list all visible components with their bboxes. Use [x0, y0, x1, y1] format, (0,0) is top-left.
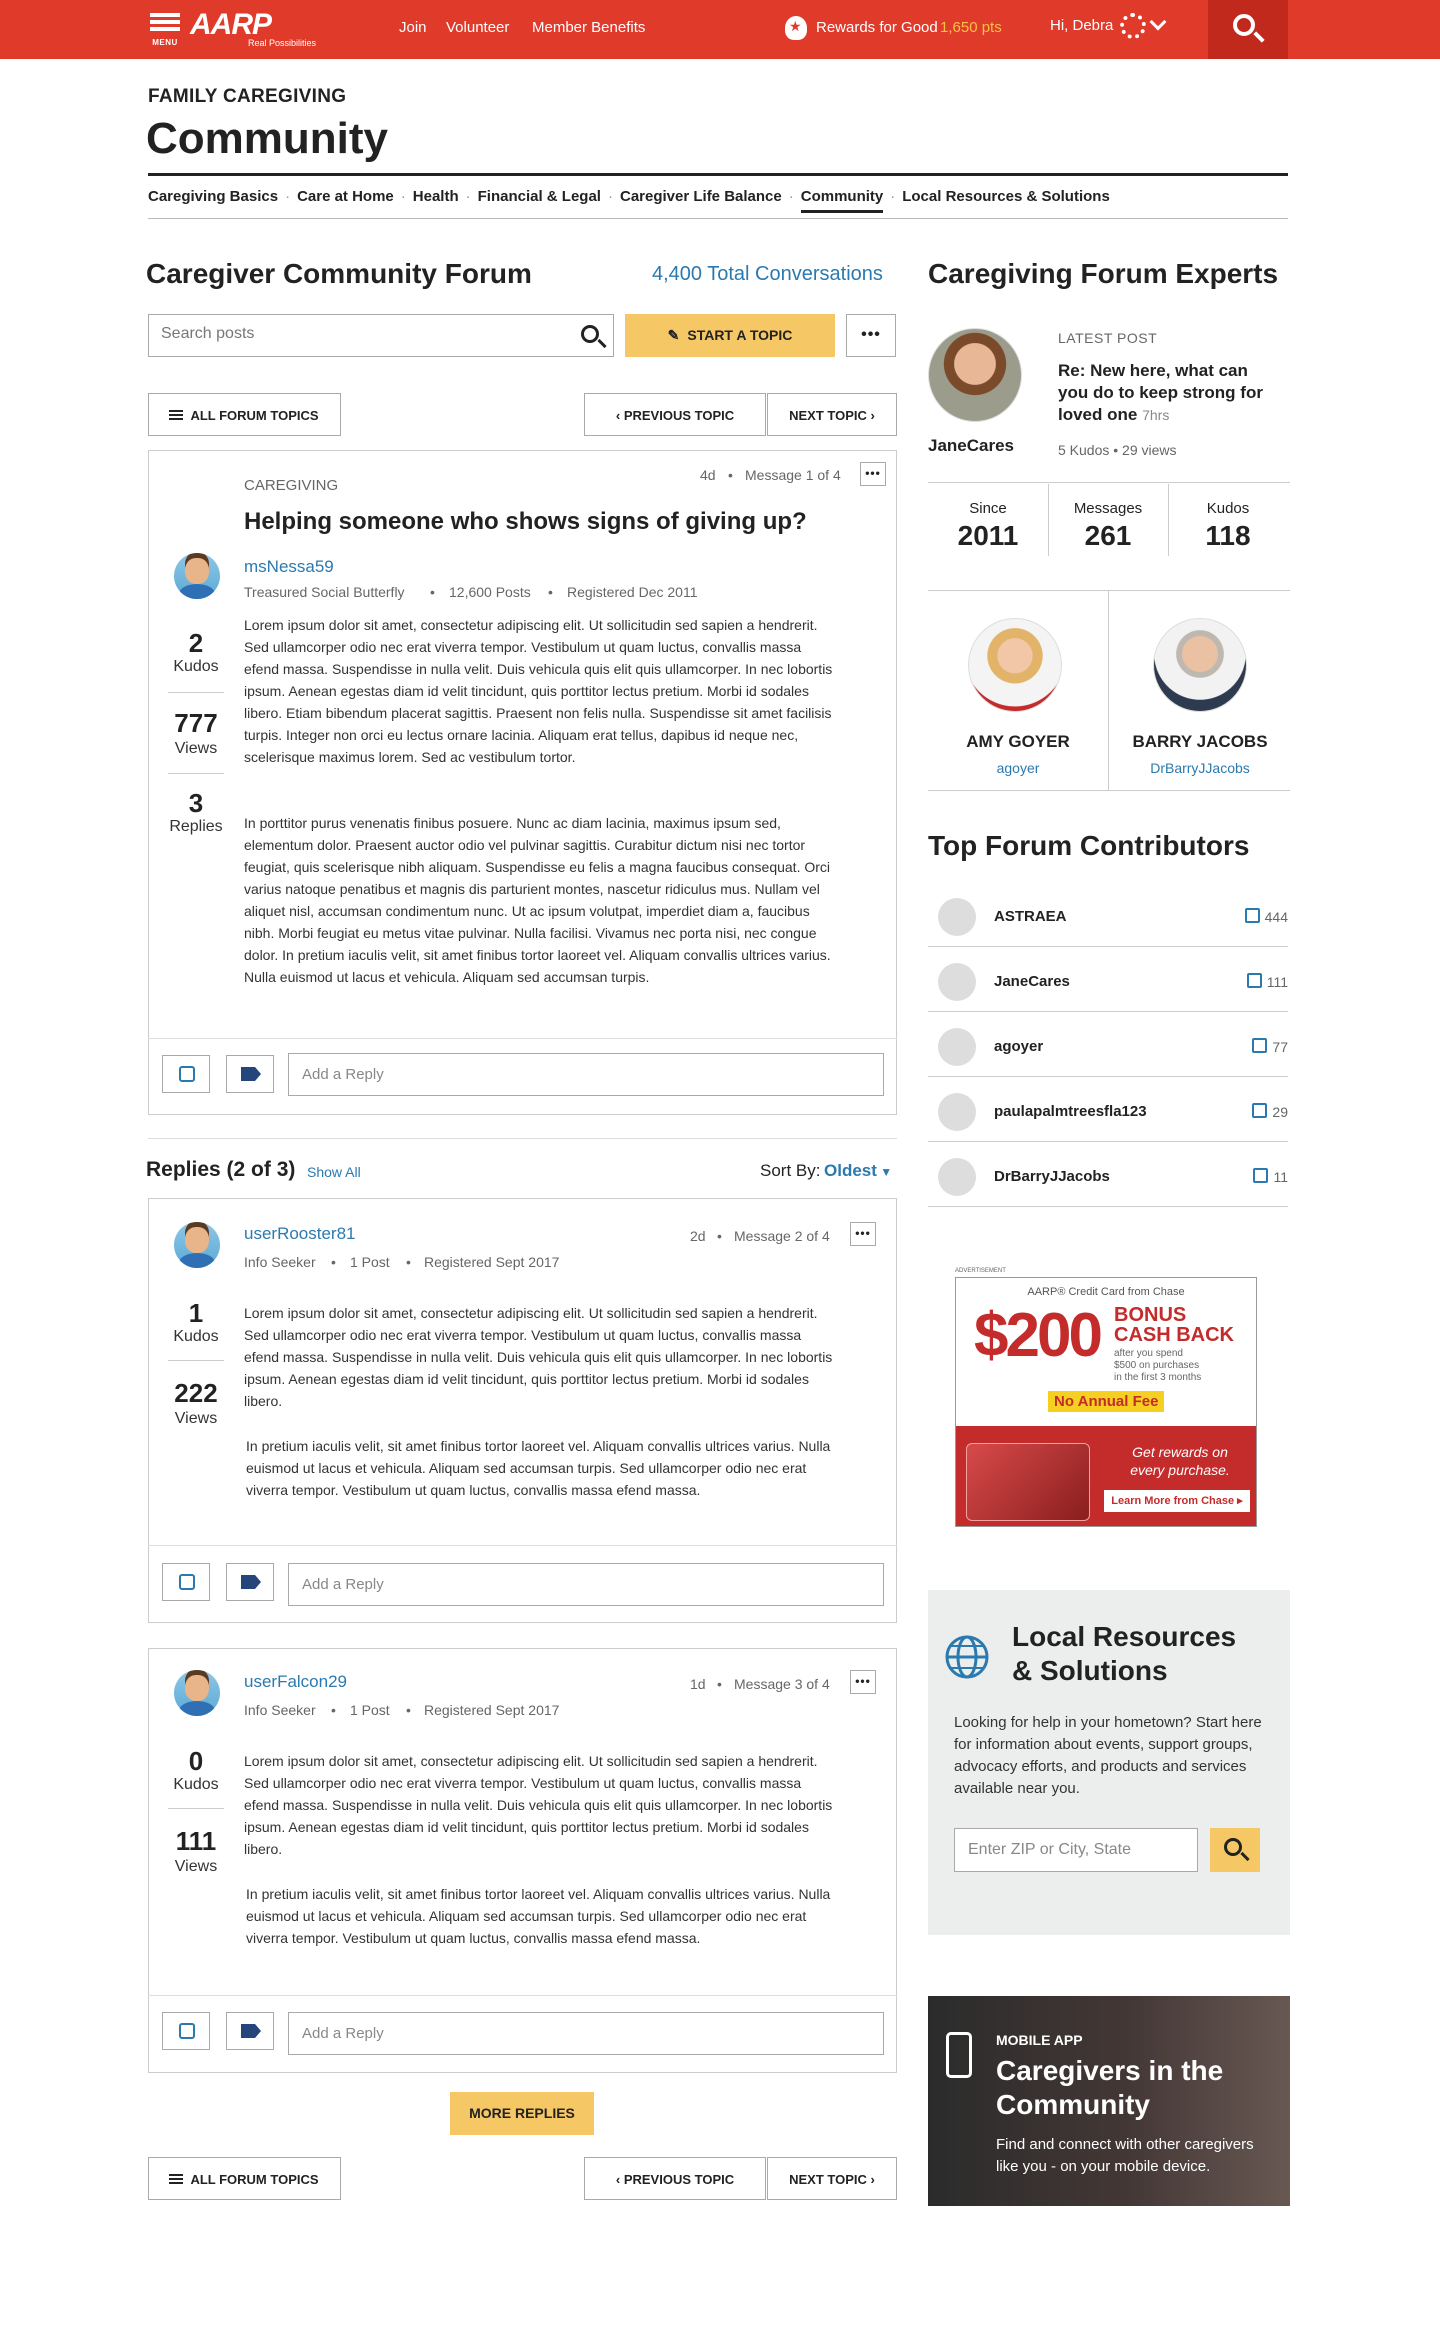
user-avatar[interactable]	[174, 553, 220, 599]
aarp-logo[interactable]: AARP	[190, 8, 272, 41]
pencil-icon: ✎	[667, 327, 680, 343]
all-topics-label: ALL FORUM TOPICS	[190, 408, 319, 423]
contributor-avatar	[938, 1093, 976, 1131]
reply-body-paragraph: Lorem ipsum dolor sit amet, consectetur adipiscing elit. Ut sollicitudin sed sapien a hendrerit. Sed ullamcorper odio nec erat viverra tempor. Vestibulum ut quam luctus, convallis massa efend massa. Suspendisse in nulla velit. Duis vehicula quis elit quis ullamcorper. In nec lobortis ipsum. Aenean egestas diam id velit tincidunt, quis porttitor lectus pretium. Morbi id sodales libero.	[244, 1305, 833, 1409]
credit-card-ad[interactable]	[955, 1277, 1257, 1527]
all-topics-label: ALL FORUM TOPICS	[190, 2172, 319, 2187]
ad-rewards-text: Get rewards on every purchase.	[1130, 1444, 1230, 1478]
reply-more-button[interactable]: •••	[850, 1222, 876, 1246]
rewards-link[interactable]: Rewards for Good	[816, 19, 938, 36]
caret-down-icon: ▼	[876, 1165, 893, 1179]
more-replies-button[interactable]: MORE REPLIES	[450, 2092, 594, 2135]
views-count: 111	[175, 1826, 217, 1856]
since-value: 2011	[957, 520, 1019, 551]
contributor-kudos: 444	[1245, 908, 1288, 925]
search-icon[interactable]	[581, 325, 599, 343]
user-registered: Registered Sept 2017	[424, 1702, 560, 1718]
reply-username[interactable]: userRooster81	[244, 1224, 356, 1243]
kudos-label: Kudos	[173, 1776, 219, 1793]
mobile-title: Caregivers in the Community	[996, 2055, 1224, 2120]
contributor-name: agoyer	[994, 1038, 1044, 1055]
tag-button[interactable]	[226, 1563, 274, 1601]
rewards-icon	[785, 16, 807, 40]
subnav-care-at-home[interactable]: Care at Home	[297, 188, 394, 205]
contributor-kudos: 111	[1247, 973, 1288, 990]
user-avatar[interactable]	[174, 1670, 220, 1716]
search-icon	[1233, 14, 1255, 36]
kudos-count: 1	[188, 1298, 204, 1328]
contributor-avatar	[938, 1158, 976, 1196]
latest-post-title[interactable]	[1058, 360, 1268, 426]
expert-photo-amy-goyer[interactable]	[968, 618, 1062, 712]
next-topic-label: NEXT TOPIC	[789, 2172, 867, 2187]
previous-topic-button-top[interactable]	[584, 393, 766, 436]
post-title: Helping someone who shows signs of giving up?	[244, 508, 807, 535]
expert-name-barry[interactable]: BARRY JACOBS	[1132, 732, 1268, 751]
show-all-link[interactable]: Show All	[307, 1164, 361, 1180]
section-eyebrow: FAMILY CAREGIVING	[148, 86, 347, 107]
user-post-count: 12,600 Posts	[449, 584, 531, 600]
credit-card-image	[966, 1443, 1090, 1521]
reply-username[interactable]: userFalcon29	[244, 1672, 348, 1691]
expert-handle-amy[interactable]: agoyer	[996, 760, 1040, 776]
post-username[interactable]: msNessa59	[244, 557, 334, 576]
thumbs-up-icon	[179, 1574, 195, 1590]
sub-navigation: Caregiving Basics · Care at Home · Health · Financial & Legal · Caregiver Life Balance · Community · Local Resources & Solutions	[148, 188, 1110, 205]
subnav-community[interactable]: Community	[801, 188, 884, 213]
sort-value: Oldest	[824, 1161, 877, 1180]
reply-message-count: Message 3 of 4	[734, 1676, 830, 1692]
title-divider	[148, 173, 1288, 176]
experts-title: Caregiving Forum Experts	[928, 258, 1279, 289]
sort-dropdown[interactable]	[824, 1161, 892, 1181]
local-description: Looking for help in your hometown? Start here for information about events, support groups, advocacy efforts, and products and services available near you.	[954, 1714, 1262, 1797]
user-registered: Registered Sept 2017	[424, 1254, 560, 1270]
reply-input[interactable]	[288, 1563, 884, 1606]
ad-amount: $200	[974, 1301, 1100, 1370]
subnav-financial-legal[interactable]: Financial & Legal	[477, 188, 601, 205]
latest-post-title-text: Re: New here, what can you do to keep strong for loved one	[1058, 361, 1263, 424]
kudo-button[interactable]	[162, 1563, 210, 1601]
tag-icon	[241, 1067, 261, 1081]
next-topic-button-top[interactable]	[767, 393, 897, 436]
replies-title: Replies (2 of 3)	[146, 1158, 296, 1181]
local-search-button[interactable]	[1210, 1828, 1260, 1872]
subnav-local-resources[interactable]: Local Resources & Solutions	[902, 188, 1110, 205]
hamburger-icon	[150, 13, 180, 17]
contributor-kudos: 11	[1253, 1168, 1288, 1185]
tag-icon	[241, 1575, 261, 1589]
ad-cashback: CASH BACK	[1114, 1324, 1234, 1346]
mobile-phone-icon	[946, 2032, 972, 2078]
latest-post-age: 7hrs	[1142, 407, 1170, 423]
rewards-points: 1,650 pts	[940, 19, 1002, 36]
chevron-left-icon: ‹	[615, 2172, 624, 2187]
ad-no-fee: No Annual Fee	[1048, 1391, 1164, 1412]
list-icon	[169, 410, 183, 420]
greeting[interactable]: Hi, Debra	[1050, 17, 1114, 34]
expert-name-amy[interactable]: AMY GOYER	[966, 732, 1070, 751]
contributor-row[interactable]	[928, 1077, 1288, 1142]
contributor-avatar	[938, 898, 976, 936]
nav-volunteer[interactable]: Volunteer	[446, 19, 510, 36]
list-icon	[169, 2174, 183, 2184]
forum-title: Caregiver Community Forum	[146, 258, 532, 289]
messages-value: 261	[1084, 520, 1132, 551]
nav-member-benefits[interactable]: Member Benefits	[532, 19, 646, 36]
contributor-name: ASTRAEA	[994, 908, 1067, 925]
reply-input[interactable]	[288, 1053, 884, 1096]
search-posts-input[interactable]	[161, 325, 561, 343]
search-posts-box	[148, 314, 614, 357]
ad-brand: AARP® Credit Card from Chase	[1027, 1286, 1185, 1298]
start-topic-button[interactable]	[625, 314, 835, 357]
chevron-right-icon: ›	[866, 2172, 875, 2187]
kudos-value: 118	[1205, 520, 1251, 551]
contributor-row[interactable]	[928, 882, 1288, 947]
contributor-avatar	[938, 1028, 976, 1066]
previous-topic-button-bottom[interactable]	[584, 2157, 766, 2200]
latest-post-meta: 5 Kudos • 29 views	[1058, 442, 1177, 458]
views-label: Views	[174, 1858, 218, 1875]
subnav-health[interactable]: Health	[412, 188, 459, 205]
views-count: 222	[174, 1378, 218, 1408]
reply-more-button[interactable]: •••	[850, 1670, 876, 1694]
user-post-count: 1 Post	[350, 1702, 390, 1718]
contributor-row[interactable]	[928, 1012, 1288, 1077]
kudos-label: Kudos	[1206, 500, 1250, 517]
post-age: 4d	[700, 467, 716, 483]
post-body-paragraph: Lorem ipsum dolor sit amet, consectetur adipiscing elit. Ut sollicitudin sed sapien a hendrerit. Sed ullamcorper odio nec erat viverra tempor. Vestibulum ut quam luctus, convallis massa efend massa. Suspendisse in nulla velit. Duis vehicula quis elit quis ullamcorper. In nec lobortis ipsum. Aenean egestas diam id velit tincidunt, quis porttitor lectus pretium. Morbi id sodales libero. Etiam bibendum placerat sagittis. Praesent non felis nulla. Suspendisse sit amet facilisis turpis. Integer non orci eu lectus ornare lacinia. Aliquam erat tellus, dapibus id neque nec, scelerisque maximus lorem. Sed ac vestibulum tortor.	[244, 617, 833, 765]
total-conversations[interactable]: 4,400 Total Conversations	[652, 263, 883, 285]
thumbs-up-icon	[179, 2023, 195, 2039]
next-topic-label: NEXT TOPIC	[789, 408, 867, 423]
featured-expert-name[interactable]: JaneCares	[928, 436, 1015, 455]
post-more-button[interactable]: •••	[860, 462, 886, 486]
contributor-name: paulapalmtreesfla123	[994, 1103, 1147, 1120]
thumbs-up-icon	[179, 1066, 195, 1082]
tag-icon	[241, 2024, 261, 2038]
contributor-kudos: 29	[1252, 1103, 1288, 1120]
prev-topic-label: PREVIOUS TOPIC	[623, 408, 735, 423]
kudos-count: 0	[188, 1746, 204, 1776]
user-avatar[interactable]	[174, 1222, 220, 1268]
sort-label: Sort By:	[760, 1161, 821, 1180]
kudos-count: 2	[188, 628, 204, 658]
local-resources-panel	[928, 1590, 1290, 1935]
menu-label: MENU	[152, 38, 178, 47]
start-topic-label: START A TOPIC	[687, 327, 793, 343]
page-title: Community	[146, 114, 388, 163]
ad-cta-button[interactable]: Learn More from Chase ▸	[1104, 1490, 1250, 1512]
nav-join[interactable]: Join	[399, 19, 427, 36]
zip-city-input[interactable]	[954, 1828, 1198, 1872]
kudos-label: Kudos	[173, 1328, 219, 1345]
contributor-row[interactable]	[928, 947, 1288, 1012]
reply-input[interactable]	[288, 2012, 884, 2055]
account-gear-icon[interactable]	[1120, 13, 1146, 39]
user-rank: Info Seeker	[244, 1254, 316, 1270]
reply-body-paragraph: In pretium iaculis velit, sit amet finibus tortor laoreet vel. Aliquam convallis ultrices varius. Nulla euismod ut lacus et vehicula. Aliquam sed accumsan turpis. Sed ullamcorper odio nec erat viverra tempor. Vestibulum ut quam luctus, convallis massa efend massa.	[246, 1438, 831, 1498]
post-message-count: Message 1 of 4	[745, 467, 841, 483]
ad-bonus: BONUS	[1114, 1304, 1187, 1326]
local-title: Local Resources & Solutions	[1012, 1621, 1237, 1686]
kudo-button[interactable]	[162, 1055, 210, 1093]
post-body-paragraph: In porttitor purus venenatis finibus posuere. Nunc ac diam lacinia, maximus ipsum sed, elementum dolor. Praesent auctor odio vel pulvinar sagittis. Curabitur dictum nisi nec tortor feugiat, quis scelerisque nibh aliquam. Suspendisse eu felis a magna faucibus consequat. Orci varius natoque penatibus et magnis dis parturient montes, nascetur ridiculus mus. Nullam vel aliquet nisl, accumsan condimentum nunc. Ut ac ipsum volutpat, imperdiet diam a, faucibus nibh. Morbi feugiat eu metus vitae pulvinar. Nulla facilisi. Vivamus nec porta nisi, nec congue dolor. In pretium iaculis velit, sit amet finibus tortor laoreet vel. Aliquam convallis ultrices varius. Nulla euismod ut lacus et vehicula. Aliquam sed accumsan turpis.	[244, 815, 831, 985]
subnav-divider	[148, 218, 1288, 219]
views-count: 777	[174, 708, 218, 738]
reply-body-paragraph: Lorem ipsum dolor sit amet, consectetur adipiscing elit. Ut sollicitudin sed sapien a hendrerit. Sed ullamcorper odio nec erat viverra tempor. Vestibulum ut quam luctus, convallis massa efend massa. Suspendisse in nulla velit. Duis vehicula quis elit quis ullamcorper. In nec lobortis ipsum. Aenean egestas diam id velit tincidunt, quis porttitor lectus pretium. Morbi id sodales libero.	[244, 1753, 833, 1857]
prev-topic-label: PREVIOUS TOPIC	[623, 2172, 735, 2187]
mobile-eyebrow: MOBILE APP	[996, 2032, 1083, 2048]
latest-post-label: LATEST POST	[1058, 330, 1158, 346]
tag-button[interactable]	[226, 1055, 274, 1093]
expert-handle-barry[interactable]: DrBarryJJacobs	[1150, 760, 1250, 776]
since-label: Since	[969, 500, 1007, 517]
contributor-avatar	[938, 963, 976, 1001]
contributor-name: JaneCares	[994, 973, 1070, 990]
subnav-life-balance[interactable]: Caregiver Life Balance	[619, 188, 782, 205]
tag-button[interactable]	[226, 2012, 274, 2050]
kudo-button[interactable]	[162, 2012, 210, 2050]
reply-age: 1d	[690, 1676, 706, 1692]
chevron-right-icon: ›	[866, 408, 875, 423]
views-label: Views	[174, 1410, 218, 1427]
globe-icon	[942, 1632, 992, 1682]
post-category[interactable]: CAREGIVING	[244, 477, 339, 494]
expert-photo-barry-jacobs[interactable]	[1153, 618, 1247, 712]
expert-photo-janecares[interactable]	[928, 328, 1022, 422]
mobile-description: Find and connect with other caregivers like you - on your mobile device.	[996, 2136, 1254, 2175]
chevron-left-icon: ‹	[615, 408, 624, 423]
ad-label: ADVERTISEMENT	[955, 1268, 1006, 1274]
reply-body-paragraph: In pretium iaculis velit, sit amet finibus tortor laoreet vel. Aliquam convallis ultrices varius. Nulla euismod ut lacus et vehicula. Aliquam sed accumsan turpis. Sed ullamcorper odio nec erat viverra tempor. Vestibulum ut quam luctus, convallis massa efend massa.	[246, 1886, 831, 1946]
views-label: Views	[174, 740, 218, 757]
user-rank: Info Seeker	[244, 1702, 316, 1718]
header-search-button[interactable]	[1208, 0, 1288, 59]
user-registered: Registered Dec 2011	[567, 584, 698, 600]
search-icon	[1224, 1838, 1242, 1856]
mobile-app-promo[interactable]	[928, 1996, 1290, 2206]
subnav-caregiving-basics[interactable]: Caregiving Basics	[148, 188, 279, 205]
menu-button[interactable]	[148, 10, 182, 48]
replies-count: 3	[188, 788, 204, 818]
ad-fine-print: after you spend $500 on purchases in the first 3 months	[1114, 1348, 1202, 1383]
messages-label: Messages	[1073, 500, 1143, 517]
logo-tagline: Real Possibilities	[248, 38, 317, 48]
contributor-row[interactable]	[928, 1142, 1288, 1207]
forum-more-button[interactable]: •••	[846, 314, 896, 357]
user-rank: Treasured Social Butterfly	[244, 584, 405, 600]
replies-label: Replies	[169, 818, 223, 835]
next-topic-button-bottom[interactable]	[767, 2157, 897, 2200]
contributors-title: Top Forum Contributors	[928, 830, 1250, 861]
all-topics-button-bottom[interactable]	[148, 2157, 341, 2200]
all-topics-button-top[interactable]	[148, 393, 341, 436]
user-post-count: 1 Post	[350, 1254, 390, 1270]
reply-age: 2d	[690, 1228, 706, 1244]
main-post-card	[148, 450, 897, 1115]
reply-message-count: Message 2 of 4	[734, 1228, 830, 1244]
contributor-name: DrBarryJJacobs	[994, 1168, 1110, 1185]
contributor-kudos: 77	[1252, 1038, 1288, 1055]
kudos-label: Kudos	[173, 658, 219, 675]
